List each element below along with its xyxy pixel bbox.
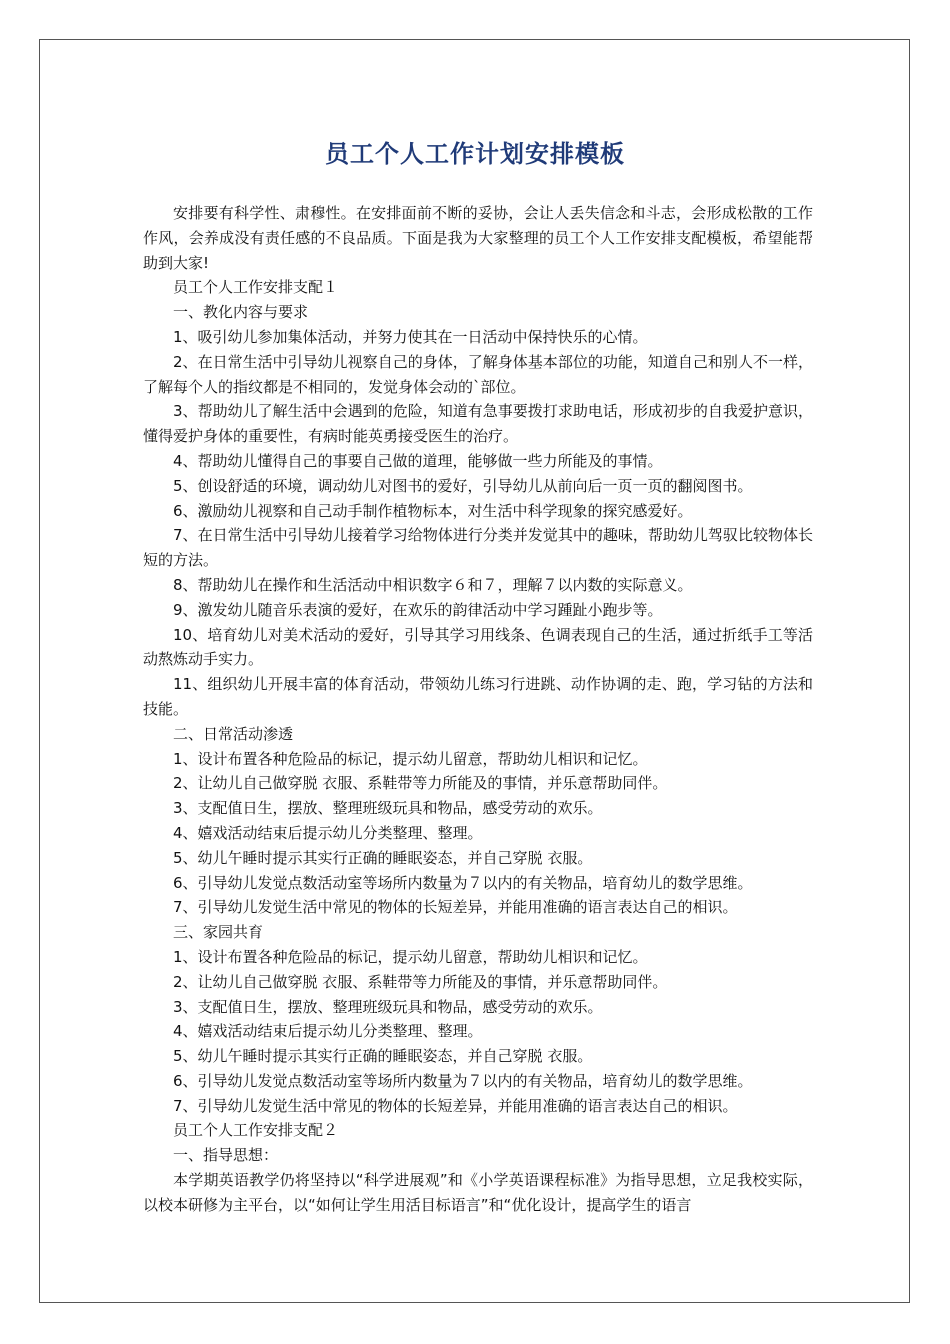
list-item: 3、帮助幼儿了解生活中会遇到的危险，知道有急事要拨打求助电话，形成初步的自我爱护意识，懂得爱护身体的重要性，有病时能英勇接受医生的治疗。 xyxy=(143,402,813,446)
list-item: 7、引导幼儿发觉生活中常见的物体的长短差异，并能用准确的语言表达自己的相识。 xyxy=(173,898,738,917)
list-item: 5、幼儿午睡时提示其实行正确的睡眠姿态，并自己穿脱 衣服。 xyxy=(173,848,593,867)
list-item: 6、引导幼儿发觉点数活动室等场所内数量为７以内的有关物品，培育幼儿的数学思维。 xyxy=(173,1071,753,1090)
list-item: 2、让幼儿自己做穿脱 衣服、系鞋带等力所能及的事情，并乐意帮助同伴。 xyxy=(173,972,668,991)
list-item: 9、激发幼儿随音乐表演的爱好，在欢乐的韵律活动中学习踵趾小跑步等。 xyxy=(173,600,663,619)
list-item: 1、设计布置各种危险品的标记，提示幼儿留意，帮助幼儿相识和记忆。 xyxy=(173,749,648,768)
list-item: 10、培育幼儿对美术活动的爱好，引导其学习用线条、色调表现自己的生活，通过折纸手工等活动熬炼动手实力。 xyxy=(143,625,813,669)
list-item: 11、组织幼儿开展丰富的体育活动，带领幼儿练习行进跳、动作协调的走、跑，学习钻的方法和技能。 xyxy=(143,675,813,718)
list-item: 4、嬉戏活动结束后提示幼儿分类整理、整理。 xyxy=(173,1022,483,1041)
list-item: 5、幼儿午睡时提示其实行正确的睡眠姿态，并自己穿脱 衣服。 xyxy=(173,1047,593,1066)
list-item: 6、引导幼儿发觉点数活动室等场所内数量为７以内的有关物品，培育幼儿的数学思维。 xyxy=(173,873,753,892)
list-item: 3、支配值日生，摆放、整理班级玩具和物品，感受劳动的欢乐。 xyxy=(173,799,603,818)
paragraph: 本学期英语教学仍将坚持以“科学进展观”和《小学英语课程标准》为指导思想，立足我校实际，以校本研修为主平台，以“如何让学生用活目标语言”和“优化设计，提高学生的语言 xyxy=(143,1171,813,1214)
list-item: 7、在日常生活中引导幼儿接着学习给物体进行分类并发觉其中的趣味，帮助幼儿驾驭比较物体长短的方法。 xyxy=(143,526,813,570)
section-heading: 一、指导思想： xyxy=(173,1146,279,1165)
section-heading: 三、家园共育 xyxy=(173,923,264,942)
list-item: 5、创设舒适的环境，调动幼儿对图书的爱好，引导幼儿从前向后一页一页的翻阅图书。 xyxy=(173,476,753,495)
list-item: 4、帮助幼儿懂得自己的事要自己做的道理，能够做一些力所能及的事情。 xyxy=(173,451,663,470)
list-item: 4、嬉戏活动结束后提示幼儿分类整理、整理。 xyxy=(173,823,483,842)
list-item: 1、吸引幼儿参加集体活动，并努力使其在一日活动中保持快乐的心情。 xyxy=(173,327,648,346)
section-heading: 一、教化内容与要求 xyxy=(173,303,309,322)
section-heading: 员工个人工作安排支配１ xyxy=(173,278,339,297)
list-item: 3、支配值日生，摆放、整理班级玩具和物品，感受劳动的欢乐。 xyxy=(173,997,603,1016)
section-heading: 员工个人工作安排支配２ xyxy=(173,1121,339,1140)
list-item: 8、帮助幼儿在操作和生活活动中相识数字６和７，理解７以内数的实际意义。 xyxy=(173,575,693,594)
list-item: 6、激励幼儿视察和自己动手制作植物标本，对生活中科学现象的探究感爱好。 xyxy=(173,501,693,520)
list-item: 7、引导幼儿发觉生活中常见的物体的长短差异，并能用准确的语言表达自己的相识。 xyxy=(173,1096,738,1115)
document-title: 员工个人工作计划安排模板 xyxy=(325,140,625,168)
list-item: 1、设计布置各种危险品的标记，提示幼儿留意，帮助幼儿相识和记忆。 xyxy=(173,947,648,966)
paragraph: 安排要有科学性、肃穆性。在安排面前不断的妥协，会让人丢失信念和斗志，会形成松散的工作作风，会养成没有责任感的不良品质。下面是我为大家整理的员工个人工作安排支配模板，希望能帮助到大家! xyxy=(143,204,813,272)
list-item: 2、让幼儿自己做穿脱 衣服、系鞋带等力所能及的事情，并乐意帮助同伴。 xyxy=(173,774,668,793)
document-body xyxy=(143,201,813,1218)
section-heading: 二、日常活动渗透 xyxy=(173,724,294,743)
list-item: 2、在日常生活中引导幼儿视察自己的身体，了解身体基本部位的功能，知道自己和别人不一样，了解每个人的指纹都是不相同的，发觉身体会动的`部位。 xyxy=(143,352,813,396)
